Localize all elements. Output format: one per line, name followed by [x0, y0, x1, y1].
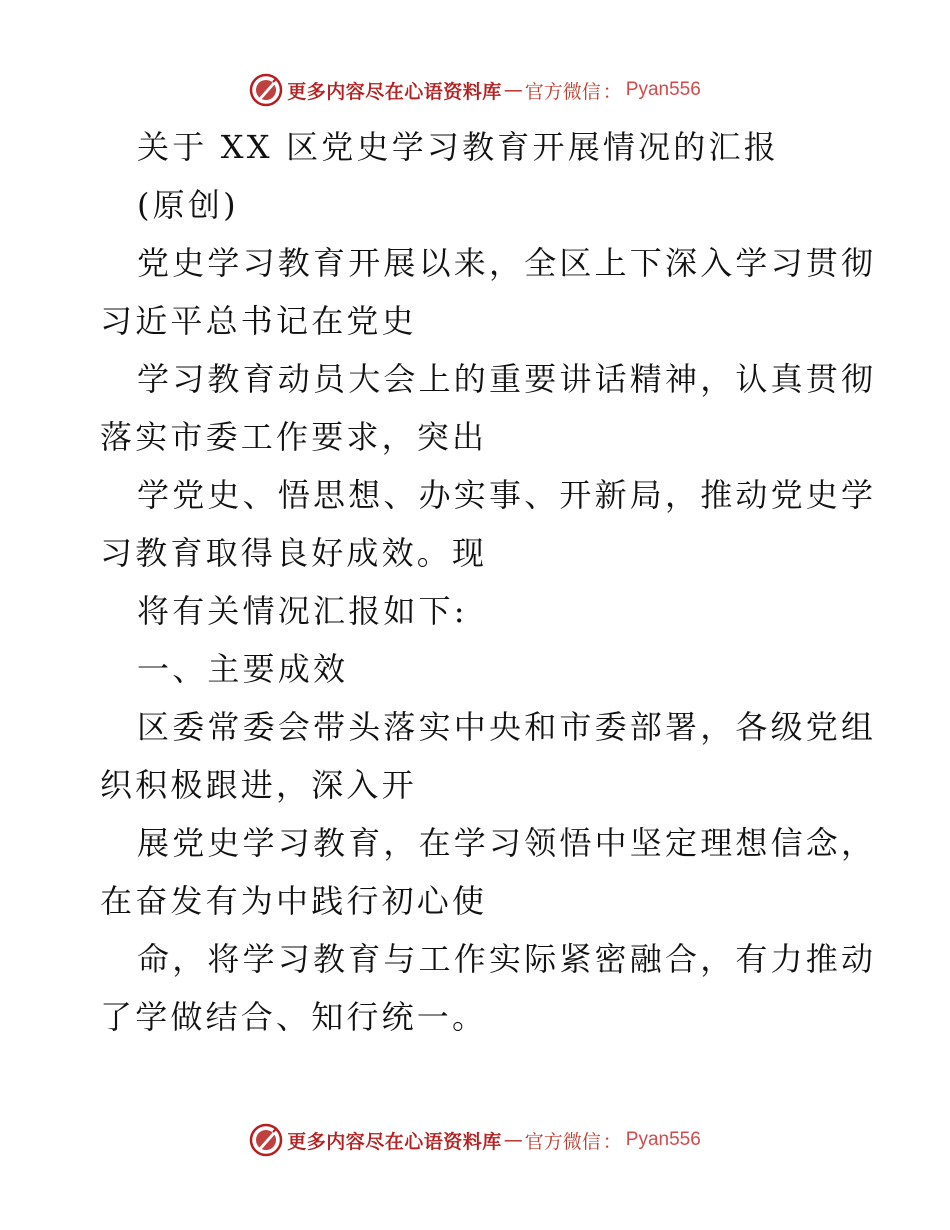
- body-line: 展党史学习教育，在学习领悟中坚定理想信念，: [137, 824, 877, 862]
- banner-wechat-label: 官方微信: [524, 80, 601, 103]
- body-line: 将有关情况汇报如下:: [137, 592, 468, 630]
- banner-site-text: 更多内容尽在心语资料库: [287, 80, 502, 103]
- body-line: 在奋发有为中践行初心使: [100, 882, 488, 920]
- banner-separator: ：: [602, 80, 622, 103]
- body-line: 织积极跟进，深入开: [100, 766, 417, 804]
- body-line: 命，将学习教育与工作实际紧密融合，有力推动: [137, 940, 877, 978]
- header-watermark-banner: [0, 70, 950, 110]
- banner-dash: —: [503, 79, 523, 101]
- quill-logo-icon: [249, 1123, 283, 1157]
- body-line: 学习教育动员大会上的重要讲话精神，认真贯彻: [137, 360, 877, 398]
- body-line: 党史学习教育开展以来，全区上下深入学习贯彻: [137, 244, 877, 282]
- quill-logo-icon: [249, 73, 283, 107]
- body-line: 学党史、悟思想、办实事、开新局，推动党史学: [137, 476, 877, 514]
- body-line: 习近平总书记在党史: [100, 302, 417, 340]
- body-line: 了学做结合、知行统一。: [100, 998, 488, 1036]
- banner-site-text: 更多内容尽在心语资料库: [287, 1130, 502, 1153]
- banner-wechat-id: Pyan556: [625, 79, 701, 100]
- body-line: 习教育取得良好成效。现: [100, 534, 488, 572]
- document-title: 关于 XX 区党史学习教育开展情况的汇报: [137, 128, 779, 166]
- banner-wechat-label: 官方微信: [524, 1130, 601, 1153]
- document-subtitle: (原创): [137, 186, 239, 224]
- section-heading: 一、主要成效: [137, 650, 349, 688]
- body-line: 落实市委工作要求，突出: [100, 418, 488, 456]
- banner-wechat-id: Pyan556: [625, 1129, 701, 1150]
- banner-dash: —: [503, 1129, 523, 1151]
- body-line: 区委常委会带头落实中央和市委部署，各级党组: [137, 708, 877, 746]
- footer-watermark-banner: [0, 1120, 950, 1160]
- banner-separator: ：: [602, 1130, 622, 1153]
